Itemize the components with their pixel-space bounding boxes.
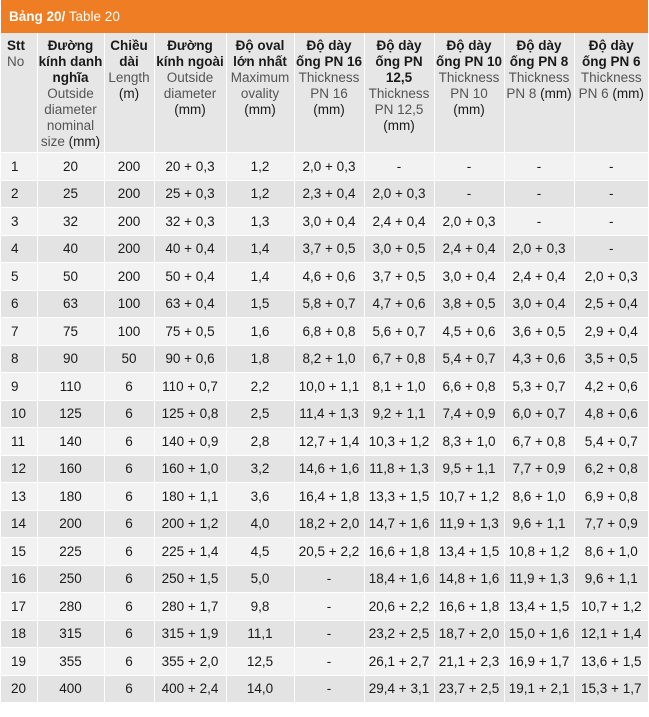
table-cell: 355 [37,648,104,676]
table-title-en: Table 20 [65,9,120,24]
column-header-vn: Độ dày ống PN 8 [509,38,569,69]
table-cell: 32 [37,208,104,236]
table-cell: - [294,593,364,621]
table-cell: 90 + 0,6 [154,345,226,373]
column-header-en [228,70,293,118]
table-cell: 6 [104,648,154,676]
column-header-en-text: Thickness PN 12,5 [368,86,430,117]
table-cell: 6 [104,565,154,593]
table-cell: 7,7 + 0,9 [504,455,574,483]
table-cell: 250 [37,565,104,593]
table-cell: 6 [104,620,154,648]
table-row [1,455,648,483]
table-cell: - [504,208,574,236]
table-cell: 19 [1,648,37,676]
table-row [1,565,648,593]
table-cell: 63 [37,290,104,318]
table-cell: - [294,565,364,593]
column-header-en-text: Outside diameter [163,70,217,101]
table-cell: 19,1 + 2,1 [504,675,574,702]
table-cell: 4,8 + 0,6 [574,400,648,428]
table-cell: 16 [1,565,37,593]
table-cell: 3,7 + 0,5 [294,235,364,263]
table-row [1,648,648,676]
table-cell: - [364,153,434,181]
table-cell: 3 [1,208,37,236]
table-cell: 20,5 + 2,2 [294,538,364,566]
table-cell: 6,6 + 0,8 [434,373,504,401]
table-row [1,593,648,621]
table-row [1,538,648,566]
table-cell: 2,9 + 0,4 [574,318,648,346]
table-cell: - [294,675,364,702]
table-row [1,290,648,318]
table-cell: 14,6 + 1,6 [294,455,364,483]
column-header-en [106,70,153,102]
table-cell: 110 + 0,7 [154,373,226,401]
table-cell: 9,6 + 1,1 [504,510,574,538]
column-header-en [436,70,503,118]
table-cell: 29,4 + 3,1 [364,675,434,702]
table-cell: 13,6 + 1,5 [574,648,648,676]
table-cell: 3,0 + 0,4 [294,208,364,236]
table-cell: 4,5 + 0,6 [434,318,504,346]
table-cell: 8,6 + 1,0 [574,538,648,566]
table-cell: 6 [104,538,154,566]
table-cell: 315 + 1,9 [154,620,226,648]
table-cell: 5,3 + 0,7 [504,373,574,401]
table-cell: 10,0 + 1,1 [294,373,364,401]
table-cell: 14 [1,510,37,538]
table-cell: 12,1 + 1,4 [574,620,648,648]
table-cell: 25 [37,180,104,208]
table-cell: 200 + 1,2 [154,510,226,538]
table-cell: 6 [104,510,154,538]
table-cell: 11,4 + 1,3 [294,400,364,428]
column-header-vn: Độ dày ống PN 12,5 [375,38,423,85]
table-cell: 18,4 + 1,6 [364,565,434,593]
table-row [1,400,648,428]
table-cell: 1,6 [226,318,294,346]
table-cell: 23,7 + 2,5 [434,675,504,702]
table-cell: 40 [37,235,104,263]
column-header-en [576,70,648,102]
table-row [1,208,648,236]
table-row [1,428,648,456]
table-cell: 2,0 + 0,3 [364,180,434,208]
table-cell: 13,4 + 1,5 [504,593,574,621]
table-row [1,675,648,702]
table-cell: 1,4 [226,263,294,291]
table-cell: 15,3 + 1,7 [574,675,648,702]
column-header-unit: (mm) [453,102,485,117]
table-cell: 3,6 + 0,5 [504,318,574,346]
table-cell: 3,8 + 0,5 [434,290,504,318]
table-cell: - [504,153,574,181]
column-header-en [156,70,225,118]
table-cell: 20 [1,675,37,702]
column-header-unit: (mm) [174,102,206,117]
table-cell: 4,0 [226,510,294,538]
table-cell: - [294,620,364,648]
table-title-vn: Bảng 20/ [9,9,66,24]
table-cell: 16,6 + 1,8 [434,593,504,621]
table-cell: 9,6 + 1,1 [574,565,648,593]
column-header-en-text: Thickness PN 10 [438,70,500,101]
table-row [1,235,648,263]
table-cell: 200 [104,208,154,236]
table-cell: 125 + 0,8 [154,400,226,428]
table-cell: 4,2 + 0,6 [574,373,648,401]
table-cell: 7,4 + 0,9 [434,400,504,428]
table-cell: 6,2 + 0,8 [574,455,648,483]
table-cell: 2,0 + 0,3 [504,235,574,263]
table-cell: 9 [1,373,37,401]
table-cell: 2 [1,180,37,208]
column-header-unit: (mm) [612,86,644,101]
table-cell: 6 [104,400,154,428]
table-cell: 3,6 [226,483,294,511]
column-header-en-text: Outside diameter nominal size [40,86,97,149]
table-cell: 2,2 [226,373,294,401]
table-cell: - [504,180,574,208]
table-cell: 20,6 + 2,2 [364,593,434,621]
column-header-en [7,54,36,70]
column-header-en-text: No [7,54,25,69]
table-cell: 5,4 + 0,7 [574,428,648,456]
table-row [1,483,648,511]
table-cell: 315 [37,620,104,648]
table-container [1,0,648,702]
table-cell: 6 [104,593,154,621]
table-cell: 6 [1,290,37,318]
table-cell: 40 + 0,4 [154,235,226,263]
table-cell: 32 + 0,3 [154,208,226,236]
table-cell: 4,5 [226,538,294,566]
column-header-unit: (m) [118,86,140,101]
table-row [1,153,648,181]
table-cell: 13,3 + 1,5 [364,483,434,511]
column-header-unit: (mm) [68,134,101,149]
table-cell: 200 [37,510,104,538]
table-cell: 180 + 1,1 [154,483,226,511]
table-cell: 15,0 + 1,6 [504,620,574,648]
spec-table [1,33,648,702]
table-cell: 5 [1,263,37,291]
table-cell: 140 + 0,9 [154,428,226,456]
table-cell: 90 [37,345,104,373]
table-cell: 9,8 [226,593,294,621]
column-header-en [366,86,433,134]
table-cell: - [294,648,364,676]
column-header [104,33,154,153]
column-header [434,33,504,153]
column-header [294,33,364,153]
table-cell: 200 [104,235,154,263]
table-cell: 5,0 [226,565,294,593]
table-title [1,0,648,33]
table-cell: 4 [1,235,37,263]
table-cell: 6 [104,483,154,511]
column-header-unit: (mm) [540,86,572,101]
column-header-en [39,86,103,150]
table-cell: - [574,208,648,236]
table-cell: 225 + 1,4 [154,538,226,566]
column-header [364,33,434,153]
column-header-vn: Stt [7,38,25,53]
table-cell: 8,6 + 1,0 [504,483,574,511]
table-cell: 3,5 + 0,5 [574,345,648,373]
table-cell: 355 + 2,0 [154,648,226,676]
column-header [504,33,574,153]
column-header-vn: Độ dày ống PN 6 [581,38,641,69]
table-cell: 100 [104,290,154,318]
table-cell: 16,9 + 1,7 [504,648,574,676]
table-cell: 6,7 + 0,8 [364,345,434,373]
column-header-en-text: Maximum ovality [230,70,290,101]
table-cell: 6,8 + 0,8 [294,318,364,346]
table-cell: - [434,180,504,208]
table-cell: 6 [104,455,154,483]
column-header-vn: Độ dày ống PN 10 [435,38,502,69]
column-header-vn: Độ oval lớn nhất [233,38,287,69]
table-cell: 13,4 + 1,5 [434,538,504,566]
table-cell: 250 + 1,5 [154,565,226,593]
column-header-unit: (mm) [383,118,415,133]
table-cell: 7 [1,318,37,346]
table-cell: 25 + 0,3 [154,180,226,208]
table-cell: 15 [1,538,37,566]
table-cell: 10 [1,400,37,428]
column-header-en-text: Thickness PN 6 [578,70,642,101]
table-cell: 11,9 + 1,3 [504,565,574,593]
table-cell: 1,2 [226,153,294,181]
column-header [1,33,37,153]
table-cell: 16,4 + 1,8 [294,483,364,511]
table-cell: 2,4 + 0,4 [504,263,574,291]
table-cell: 50 [37,263,104,291]
table-cell: 125 [37,400,104,428]
table-cell: 12,5 [226,648,294,676]
table-cell: 50 + 0,4 [154,263,226,291]
table-cell: 2,0 + 0,3 [574,263,648,291]
table-row [1,510,648,538]
table-cell: 21,1 + 2,3 [434,648,504,676]
table-cell: 1,8 [226,345,294,373]
table-cell: 225 [37,538,104,566]
table-cell: 12 [1,455,37,483]
table-cell: 3,0 + 0,4 [434,263,504,291]
table-cell: 400 [37,675,104,702]
table-cell: 2,3 + 0,4 [294,180,364,208]
table-cell: 140 [37,428,104,456]
table-header [1,33,648,153]
table-cell: 3,0 + 0,4 [504,290,574,318]
table-cell: 2,0 + 0,3 [434,208,504,236]
table-cell: 160 [37,455,104,483]
column-header [226,33,294,153]
table-cell: 280 + 1,7 [154,593,226,621]
table-cell: 6 [104,675,154,702]
table-cell: 2,8 [226,428,294,456]
table-cell: 3,7 + 0,5 [364,263,434,291]
table-cell: 1,2 [226,180,294,208]
column-header-vn: Đường kính ngoài [156,38,224,69]
table-cell: 75 + 0,5 [154,318,226,346]
table-cell: 10,7 + 1,2 [434,483,504,511]
table-body [1,153,648,703]
table-cell: 17 [1,593,37,621]
table-cell: 8 [1,345,37,373]
column-header-vn: Độ dày ống PN 16 [295,38,362,69]
column-header [574,33,648,153]
table-cell: 10,7 + 1,2 [574,593,648,621]
table-cell: 200 [104,180,154,208]
table-cell: 8,2 + 1,0 [294,345,364,373]
table-cell: 400 + 2,4 [154,675,226,702]
table-cell: - [434,153,504,181]
table-row [1,180,648,208]
table-cell: 4,6 + 0,6 [294,263,364,291]
column-header-unit: (mm) [313,102,345,117]
table-cell: 16,6 + 1,8 [364,538,434,566]
table-cell: 63 + 0,4 [154,290,226,318]
column-header [37,33,104,153]
column-header [154,33,226,153]
column-header-vn: Đường kính danh nghĩa [38,38,103,85]
table-cell: 6 [104,373,154,401]
table-row [1,263,648,291]
table-cell: 9,5 + 1,1 [434,455,504,483]
table-cell: 3,2 [226,455,294,483]
table-cell: 6 [104,428,154,456]
table-cell: 6,9 + 0,8 [574,483,648,511]
header-row [1,33,648,153]
table-cell: 14,8 + 1,6 [434,565,504,593]
table-cell: 11,8 + 1,3 [364,455,434,483]
table-row [1,345,648,373]
table-cell: 10,3 + 1,2 [364,428,434,456]
table-cell: 12,7 + 1,4 [294,428,364,456]
table-cell: 18,2 + 2,0 [294,510,364,538]
table-cell: 100 [104,318,154,346]
table-cell: 14,7 + 1,6 [364,510,434,538]
table-cell: 2,0 + 0,3 [294,153,364,181]
table-cell: 10,8 + 1,2 [504,538,574,566]
table-cell: - [574,235,648,263]
table-cell: 7,7 + 0,9 [574,510,648,538]
table-cell: 2,4 + 0,4 [364,208,434,236]
table-cell: 2,5 [226,400,294,428]
table-cell: 23,2 + 2,5 [364,620,434,648]
table-cell: 200 [104,153,154,181]
table-row [1,318,648,346]
table-cell: 5,6 + 0,7 [364,318,434,346]
table-cell: 4,3 + 0,6 [504,345,574,373]
table-cell: 110 [37,373,104,401]
column-header-en-text: Thickness PN 16 [298,70,360,101]
table-cell: 1,3 [226,208,294,236]
table-cell: 14,0 [226,675,294,702]
column-header-en [296,70,363,118]
table-cell: 6,7 + 0,8 [504,428,574,456]
table-cell: 1 [1,153,37,181]
table-cell: 11 [1,428,37,456]
table-cell: 3,0 + 0,5 [364,235,434,263]
table-cell: 5,4 + 0,7 [434,345,504,373]
table-cell: 18 [1,620,37,648]
column-header-vn: Chiều dài [110,38,148,69]
table-cell: 8,1 + 1,0 [364,373,434,401]
column-header-en [506,70,573,102]
table-cell: 75 [37,318,104,346]
table-cell: 18,7 + 2,0 [434,620,504,648]
table-cell: 180 [37,483,104,511]
table-cell: 13 [1,483,37,511]
table-cell: 11,1 [226,620,294,648]
table-cell: 1,4 [226,235,294,263]
table-cell: 1,5 [226,290,294,318]
table-cell: 8,3 + 1,0 [434,428,504,456]
table-row [1,373,648,401]
column-header-en-text: Length [108,70,150,85]
table-cell: 26,1 + 2,7 [364,648,434,676]
table-cell: 6,0 + 0,7 [504,400,574,428]
table-cell: 20 [37,153,104,181]
table-cell: 11,9 + 1,3 [434,510,504,538]
table-cell: 4,7 + 0,6 [364,290,434,318]
table-cell: 2,5 + 0,4 [574,290,648,318]
table-cell: - [574,180,648,208]
table-cell: 20 + 0,3 [154,153,226,181]
table-cell: 160 + 1,0 [154,455,226,483]
column-header-unit: (mm) [244,102,276,117]
table-cell: 9,2 + 1,1 [364,400,434,428]
table-cell: 50 [104,345,154,373]
table-cell: 5,8 + 0,7 [294,290,364,318]
table-cell: 200 [104,263,154,291]
table-cell: - [574,153,648,181]
column-header-en-text: Thickness PN 8 [506,70,570,101]
table-cell: 2,4 + 0,4 [434,235,504,263]
table-cell: 280 [37,593,104,621]
table-row [1,620,648,648]
